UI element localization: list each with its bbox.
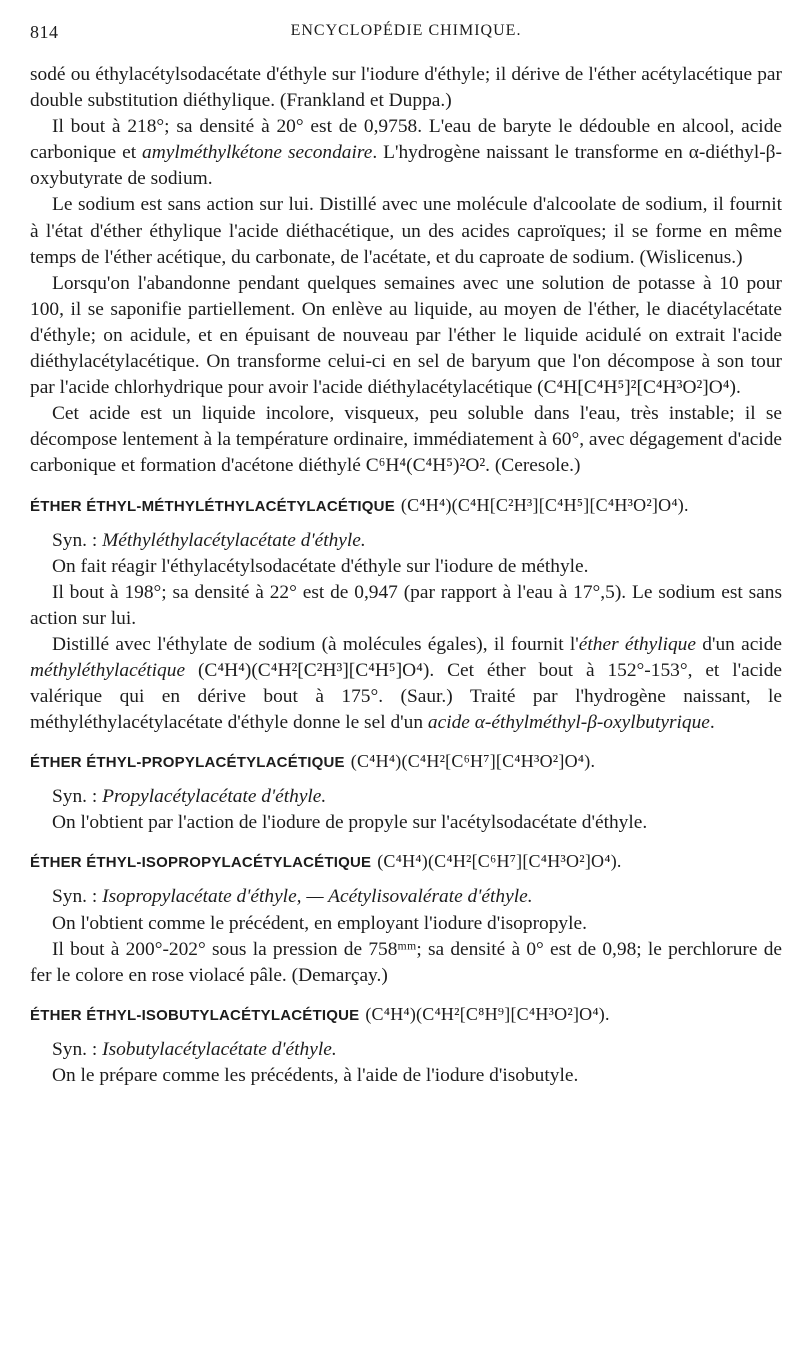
paragraph: On l'obtient par l'action de l'iodure de propyle sur l'acétylsodacétate d'éthyle. [52, 812, 648, 834]
entry-formula: (C⁴H⁴)(C⁴H[C²H³][C⁴H⁵][C⁴H³O²]O⁴). [400, 494, 689, 515]
entry-formula: (C⁴H⁴)(C⁴H²[C⁶H⁷][C⁴H³O²]O⁴). [377, 851, 622, 872]
entry-formula: (C⁴H⁴)(C⁴H²[C⁶H⁷][C⁴H³O²]O⁴). [350, 751, 596, 772]
paragraph: On fait réagir l'éthylacétylsodacétate d'éthyle sur l'iodure de méthyle. [52, 555, 589, 577]
entry-title: ÉTHER ÉTHYL-ISOPROPYLACÉTYLACÉTIQUE [30, 854, 372, 872]
entry-formula: (C⁴H⁴)(C⁴H²[C⁸H⁹][C⁴H³O²]O⁴). [365, 1003, 610, 1024]
synonym-line: Syn. : Propylacétylacétate d'éthyle. [52, 786, 327, 808]
paragraph: Il bout à 218°; sa densité à 20° est de 0,9758. L'eau de baryte le dédouble en alcool, acide carbonique et amylméthylkétone secondaire. L'hydrogène naissant le transforme en α-diéthyl-β-oxybutyrate de sodium. [30, 116, 782, 190]
paragraph: sodé ou éthylacétylsodacétate d'éthyle sur l'iodure d'éthyle; il dérive de l'éther acétylacétique par double substitution diéthylique. (Frankland et Duppa.) [30, 64, 782, 112]
synonym-line: Syn. : Isobutylacétylacétate d'éthyle. [52, 1038, 337, 1060]
entry-title: ÉTHER ÉTHYL-PROPYLACÉTYLACÉTIQUE [30, 754, 345, 772]
entry-heading [30, 492, 782, 520]
entry-title: ÉTHER ÉTHYL-MÉTHYLÉTHYLACÉTYLACÉTIQUE [30, 497, 395, 515]
paragraph: On l'obtient comme le précédent, en employant l'iodure d'isopropyle. [52, 912, 587, 934]
entry-heading [30, 748, 782, 776]
paragraph: Il bout à 198°; sa densité à 22° est de 0,947 (par rapport à l'eau à 17°,5). Le sodium est sans action sur lui. [30, 581, 782, 629]
entry-title: ÉTHER ÉTHYL-ISOBUTYLACÉTYLACÉTIQUE [30, 1006, 360, 1024]
page [30, 18, 782, 1089]
paragraph: Lorsqu'on l'abandonne pendant quelques semaines avec une solution de potasse à 10 pour 100, il se saponifie partiellement. On enlève au liquide, au moyen de l'éther, le diacétylacétate d'éthyle; on acidule, et en épuisant de nouveau par l'éther le liquide acidulé on extrait l'acide diéthylacétylacétique. On transforme celui-ci en sel de baryum que l'on décompose à son tour par l'acide chlorhydrique pour avoir l'acide diéthylacétylacétique (C⁴H[C⁴H⁵]²[C⁴H³O²]O⁴). [30, 272, 782, 399]
entry-heading [30, 1001, 782, 1029]
paragraph: Distillé avec l'éthylate de sodium (à molécules égales), il fournit l'éther éthylique d'un acide méthyléthylacétique (C⁴H⁴)(C⁴H²[C²H³][C⁴H⁵]O⁴). Cet éther bout à 152°-153°, et l'acide valérique qui en dérive bout à 175°. (Saur.) Traité par l'hydrogène naissant, le méthyléthylacétylacétate d'éthyle donne le sel d'un acide α-éthylméthyl-β-oxylbutyrique. [30, 633, 782, 734]
paragraph: Cet acide est un liquide incolore, visqueux, peu soluble dans l'eau, très instable; il se décompose lentement à la température ordinaire, immédiatement à 60°, avec dégagement d'acide carbonique et formation d'acétone diéthylé C⁶H⁴(C⁴H⁵)²O². (Ceresole.) [30, 403, 782, 477]
synonym-line: Syn. : Méthyléthylacétylacétate d'éthyle. [52, 529, 366, 551]
synonym-line: Syn. : Isopropylacétate d'éthyle, — Acétylisovalérate d'éthyle. [52, 886, 533, 908]
running-title: ENCYCLOPÉDIE CHIMIQUE. [290, 22, 522, 39]
body-text [30, 62, 782, 1089]
paragraph: Le sodium est sans action sur lui. Distillé avec une molécule d'alcoolate de sodium, il fournit à l'état d'éther éthylique l'acide diéthacétique, un des acides caproïques; il se forme en même temps de l'éther acétique, du carbonate, de l'acétate, et du caproate de sodium. (Wislicenus.) [30, 194, 782, 268]
page-number: 814 [30, 22, 59, 42]
paragraph: Il bout à 200°-202° sous la pression de 758ᵐᵐ; sa densité à 0° est de 0,98; le perchlorure de fer le colore en rose violacé pâle. (Demarçay.) [30, 938, 782, 986]
running-header [30, 18, 782, 48]
entry-heading [30, 848, 782, 876]
paragraph: On le prépare comme les précédents, à l'aide de l'iodure d'isobutyle. [52, 1064, 579, 1086]
